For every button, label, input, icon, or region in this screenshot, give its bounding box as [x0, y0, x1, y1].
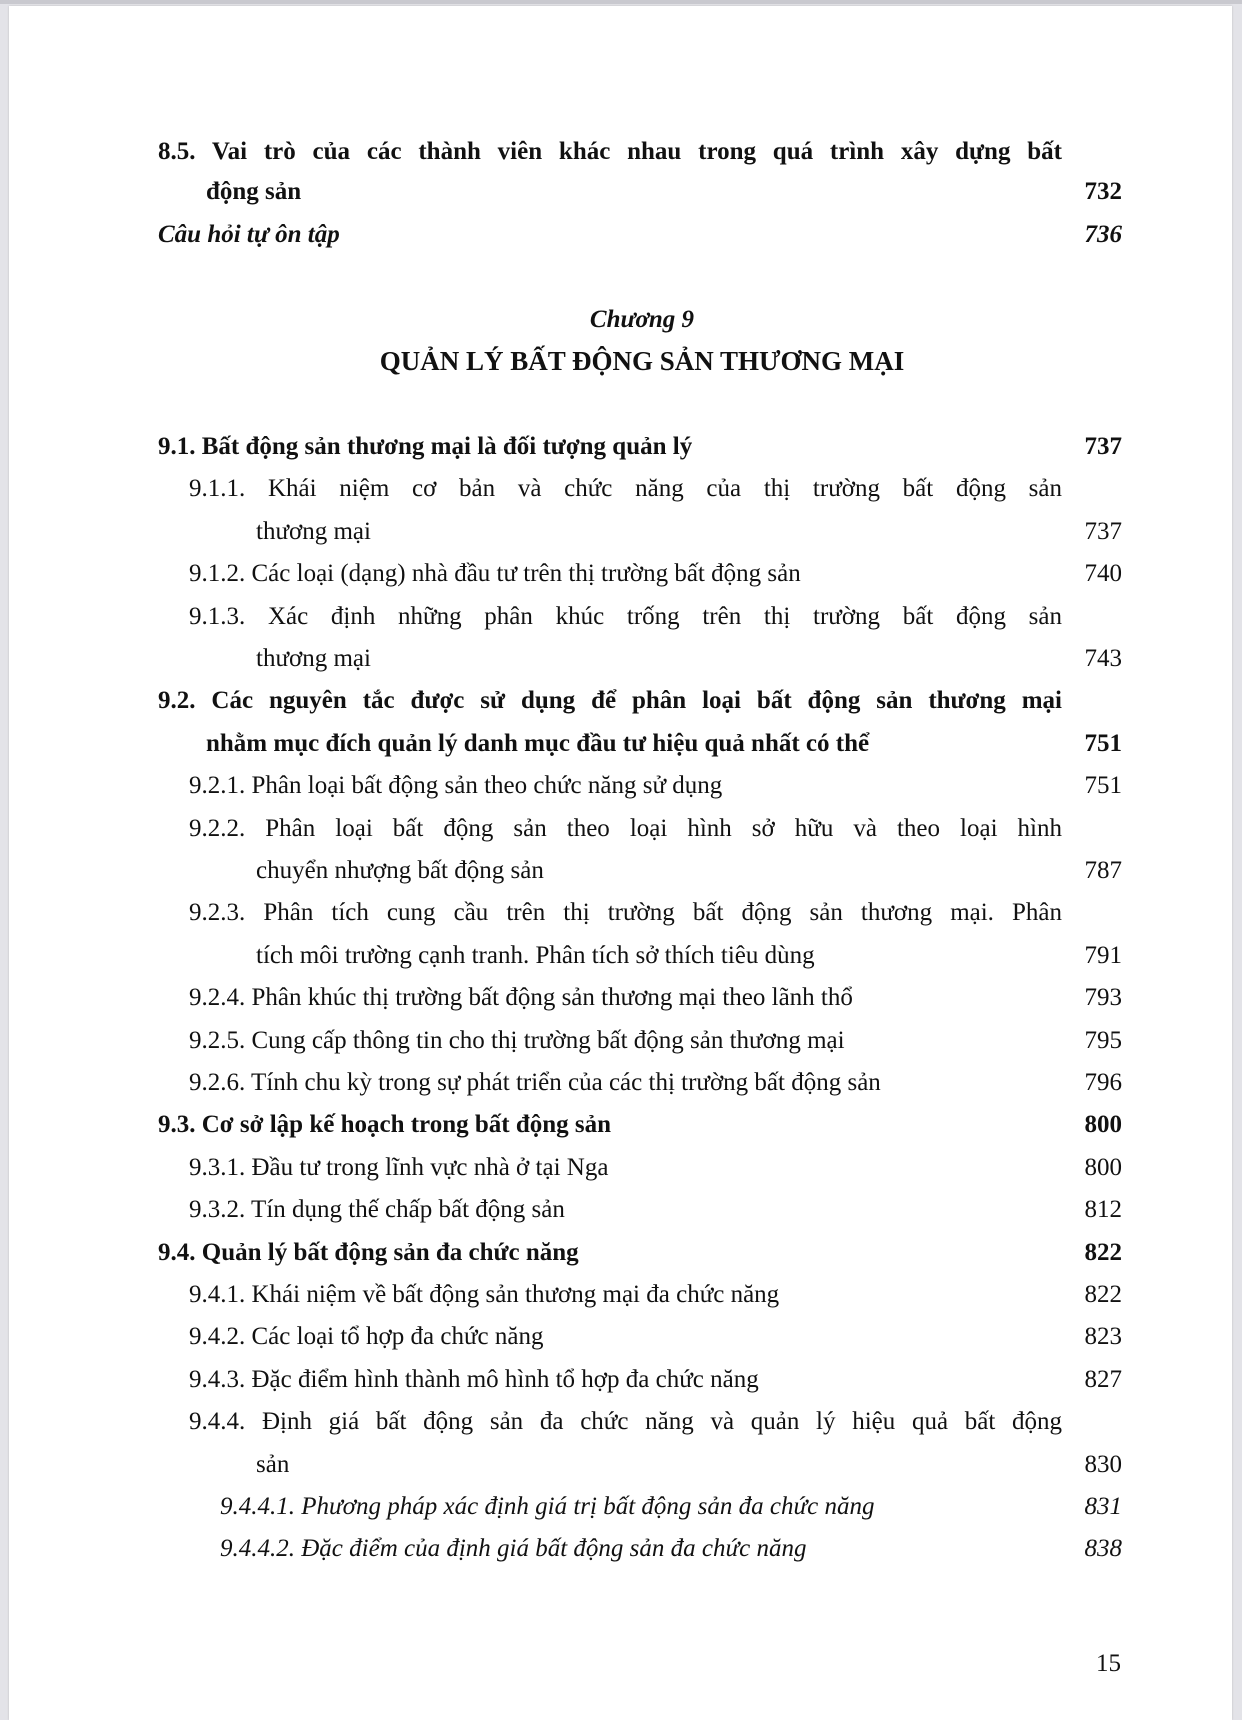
toc-page-number: 795 — [1084, 1027, 1122, 1054]
toc-entry-9-2[interactable] — [0, 680, 1242, 722]
toc-page-number: 830 — [1084, 1451, 1122, 1478]
toc-entry-9-3[interactable] — [0, 1104, 1242, 1146]
toc-entry-9-2-4[interactable] — [0, 977, 1242, 1019]
toc-entry-text: 9.3. Cơ sở lập kế hoạch trong bất động sản — [158, 1111, 612, 1138]
toc-entry-text: 9.4.1. Khái niệm về bất động sản thương mại đa chức năng — [189, 1281, 780, 1308]
toc-entry-text: 9.1.1. Khái niệm cơ bản và chức năng của thị trường bất động sản — [189, 475, 1062, 502]
toc-entry-9-2-cont[interactable] — [0, 723, 1242, 765]
toc-entry-text: 9.3.2. Tín dụng thế chấp bất động sản — [189, 1196, 565, 1223]
toc-page-number: 737 — [1084, 518, 1122, 545]
toc-entry-text: 9.2.6. Tính chu kỳ trong sự phát triển của các thị trường bất động sản — [189, 1069, 881, 1096]
toc-page-number: 743 — [1084, 645, 1122, 672]
toc-entry-9-1-2[interactable] — [0, 553, 1242, 595]
toc-page-number: 800 — [1084, 1111, 1122, 1138]
toc-page-number: 822 — [1084, 1281, 1122, 1308]
toc-page-number: 751 — [1084, 730, 1122, 757]
toc-entry-text-cont: tích môi trường cạnh tranh. Phân tích sở thích tiêu dùng — [256, 942, 815, 969]
toc-page-number: 827 — [1084, 1366, 1122, 1393]
toc-entry-9-2-2-cont[interactable] — [0, 850, 1242, 892]
toc-entry-9-3-2[interactable] — [0, 1189, 1242, 1231]
toc-entry-text: 9.4.4.2. Đặc điểm của định giá bất động sản đa chức năng — [220, 1535, 807, 1562]
toc-entry-review-questions[interactable] — [0, 214, 1242, 256]
page-number: 15 — [1096, 1650, 1121, 1677]
toc-entry-9-2-6[interactable] — [0, 1062, 1242, 1104]
toc-page-number: 736 — [1084, 221, 1122, 248]
toc-entry-9-4-2[interactable] — [0, 1316, 1242, 1358]
toc-entry-8-5-cont[interactable] — [0, 171, 1242, 213]
toc-entry-9-3-1[interactable] — [0, 1147, 1242, 1189]
toc-entry-text-cont: chuyển nhượng bất động sản — [256, 857, 544, 884]
toc-page-number: 791 — [1084, 942, 1122, 969]
toc-entry-text: 9.4.4. Định giá bất động sản đa chức năng và quản lý hiệu quả bất động — [189, 1408, 1062, 1435]
toc-entry-text: 9.4.4.1. Phương pháp xác định giá trị bất động sản đa chức năng — [220, 1493, 875, 1520]
toc-entry-text: 8.5. Vai trò của các thành viên khác nhau trong quá trình xây dựng bất — [158, 138, 1062, 165]
toc-entry-9-1[interactable] — [0, 426, 1242, 468]
toc-page-number: 800 — [1084, 1154, 1122, 1181]
toc-page-number: 793 — [1084, 984, 1122, 1011]
toc-entry-9-1-1-cont[interactable] — [0, 511, 1242, 553]
toc-entry-9-2-1[interactable] — [0, 765, 1242, 807]
toc-page-number: 740 — [1084, 560, 1122, 587]
toc-entry-text: 9.1. Bất động sản thương mại là đối tượng quản lý — [158, 433, 693, 460]
toc-entry-9-4-4-2[interactable] — [0, 1528, 1242, 1570]
toc-entry-text-cont: thương mại — [256, 645, 371, 672]
toc-entry-text: Câu hỏi tự ôn tập — [158, 221, 340, 248]
toc-entry-9-4-1[interactable] — [0, 1274, 1242, 1316]
toc-entry-text-cont: động sản — [206, 178, 302, 205]
toc-page-number: 822 — [1084, 1239, 1122, 1266]
toc-entry-9-4[interactable] — [0, 1232, 1242, 1274]
toc-entry-9-1-1[interactable] — [0, 468, 1242, 510]
toc-entry-text-cont: nhằm mục đích quản lý danh mục đầu tư hiệu quả nhất có thể — [206, 730, 870, 757]
toc-entry-text: 9.2.2. Phân loại bất động sản theo loại hình sở hữu và theo loại hình — [189, 815, 1062, 842]
toc-entry-9-2-2[interactable] — [0, 808, 1242, 850]
chapter-title: QUẢN LÝ BẤT ĐỘNG SẢN THƯƠNG MẠI — [379, 346, 905, 376]
toc-entry-text: 9.4.3. Đặc điểm hình thành mô hình tổ hợp đa chức năng — [189, 1366, 759, 1393]
toc-entry-9-2-3[interactable] — [0, 892, 1242, 934]
toc-entry-text: 9.4. Quản lý bất động sản đa chức năng — [158, 1239, 579, 1266]
toc-entry-9-4-3[interactable] — [0, 1359, 1242, 1401]
toc-entry-text: 9.2.4. Phân khúc thị trường bất động sản thương mại theo lãnh thổ — [189, 984, 853, 1011]
toc-page-number: 737 — [1084, 433, 1122, 460]
toc-page-number: 831 — [1084, 1493, 1122, 1520]
toc-entry-9-1-3-cont[interactable] — [0, 638, 1242, 680]
toc-entry-9-4-4[interactable] — [0, 1401, 1242, 1443]
toc-entry-text: 9.1.2. Các loại (dạng) nhà đầu tư trên thị trường bất động sản — [189, 560, 801, 587]
toc-entry-9-2-5[interactable] — [0, 1020, 1242, 1062]
toc-entry-9-1-3[interactable] — [0, 596, 1242, 638]
toc-page-number: 823 — [1084, 1323, 1122, 1350]
toc-entry-9-2-3-cont[interactable] — [0, 935, 1242, 977]
toc-entry-text: 9.3.1. Đầu tư trong lĩnh vực nhà ở tại Nga — [189, 1154, 609, 1181]
toc-entry-text: 9.2.5. Cung cấp thông tin cho thị trường bất động sản thương mại — [189, 1027, 845, 1054]
toc-entry-text: 9.1.3. Xác định những phân khúc trống trên thị trường bất động sản — [189, 603, 1062, 630]
toc-entry-text-cont: sản — [256, 1451, 290, 1478]
viewer-top-edge — [0, 0, 1242, 4]
toc-page-number: 796 — [1084, 1069, 1122, 1096]
toc-entry-text: 9.4.2. Các loại tổ hợp đa chức năng — [189, 1323, 544, 1350]
toc-entry-text: 9.2.3. Phân tích cung cầu trên thị trường bất động sản thương mại. Phân — [189, 899, 1062, 926]
chapter-label: Chương 9 — [589, 306, 695, 333]
toc-page-number: 751 — [1084, 772, 1122, 799]
toc-page-number: 732 — [1084, 178, 1122, 205]
toc-entry-text: 9.2.1. Phân loại bất động sản theo chức năng sử dụng — [189, 772, 723, 799]
toc-entry-8-5[interactable] — [0, 131, 1242, 173]
toc-entry-text-cont: thương mại — [256, 518, 371, 545]
toc-page-number: 838 — [1084, 1535, 1122, 1562]
toc-page-number: 787 — [1084, 857, 1122, 884]
toc-entry-9-4-4-1[interactable] — [0, 1486, 1242, 1528]
toc-entry-text: 9.2. Các nguyên tắc được sử dụng để phân loại bất động sản thương mại — [158, 687, 1062, 714]
toc-page-number: 812 — [1084, 1196, 1122, 1223]
toc-entry-9-4-4-cont[interactable] — [0, 1444, 1242, 1486]
